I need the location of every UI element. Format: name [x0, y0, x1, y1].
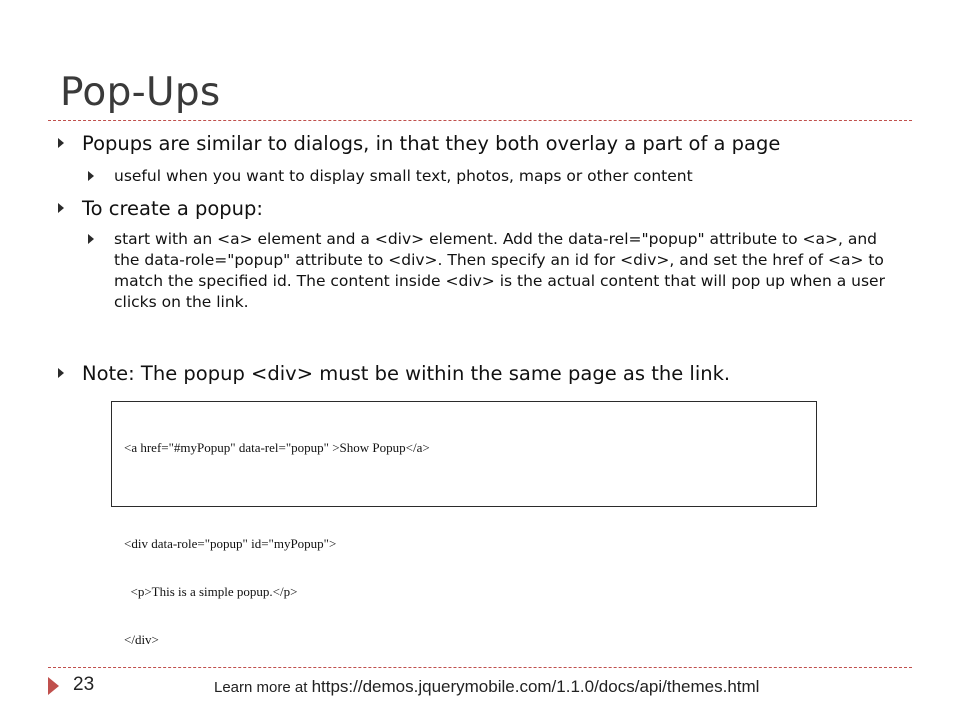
sub-bullet-item — [88, 166, 693, 187]
footer-divider — [48, 667, 912, 668]
bullet-text: useful when you want to display small text, photos, maps or other content — [114, 167, 693, 185]
code-line: </div> — [124, 632, 159, 647]
bullet-triangle-icon — [58, 368, 64, 378]
bullet-item — [58, 132, 780, 156]
bullet-text: Popups are similar to dialogs, in that they both overlay a part of a page — [82, 132, 781, 155]
slide-title: Pop-Ups — [60, 70, 221, 115]
page-number: 23 — [73, 674, 95, 695]
bullet-triangle-icon — [88, 171, 94, 181]
learn-more-label: Learn more at — [214, 679, 312, 696]
learn-more-link[interactable]: https://demos.jquerymobile.com/1.1.0/docs/api/themes.html — [311, 677, 760, 696]
bullet-triangle-icon — [58, 138, 64, 148]
bullet-triangle-icon — [88, 234, 94, 244]
bullet-item — [58, 362, 730, 386]
bullet-item — [58, 197, 263, 221]
bullet-text: Note: The popup <div> must be within the same page as the link. — [82, 362, 731, 385]
code-line: <p>This is a simple popup.</p> — [124, 584, 298, 599]
code-blank-line — [124, 488, 816, 504]
bullet-text: start with an <a> element and a <div> element. Add the data-rel="popup" attribute to <a>, and the data-role="popup" attribute to <div>. Then specify an id for <div>, and set the href of <a> to match the specified id. The content inside <div> is the actual content that will pop up when a user clicks on the link. — [114, 230, 885, 311]
title-divider — [48, 120, 912, 121]
code-line: <div data-role="popup" id="myPopup"> — [124, 536, 337, 551]
bullet-text: To create a popup: — [82, 197, 263, 220]
code-sample-box — [111, 401, 817, 647]
bullet-triangle-icon — [58, 203, 64, 213]
code-line: <a href="#myPopup" data-rel="popup" >Show Popup</a> — [124, 440, 430, 455]
footer-learn-more — [214, 677, 759, 697]
sub-bullet-item — [88, 229, 908, 313]
footer-triangle-icon — [48, 677, 59, 695]
